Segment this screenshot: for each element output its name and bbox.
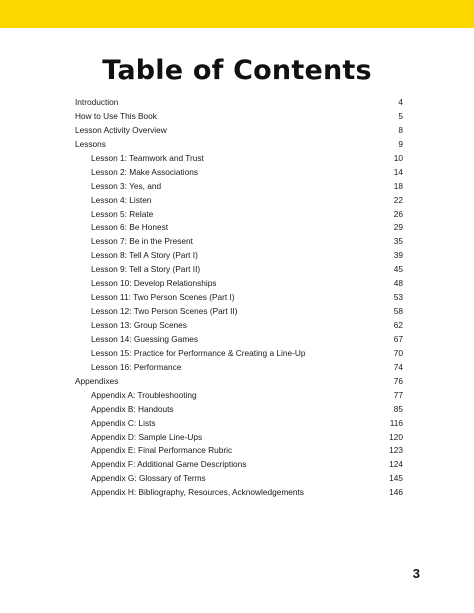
toc-entry-title: Appendix H: Bibliography, Resources, Acknowledgements bbox=[91, 487, 304, 498]
toc-entry-page: 116 bbox=[389, 417, 403, 428]
toc-entry-page: 76 bbox=[393, 375, 403, 386]
toc-entry-title: Appendix B: Handouts bbox=[91, 403, 174, 414]
page-title: Table of Contents bbox=[102, 55, 372, 86]
toc-entry-page: 26 bbox=[393, 208, 403, 219]
toc-entry-page: 35 bbox=[393, 236, 403, 247]
toc-entry-page: 62 bbox=[393, 320, 403, 330]
toc-entry bbox=[75, 389, 403, 403]
toc-entry-title: Lesson 12: Two Person Scenes (Part II) bbox=[91, 306, 238, 317]
toc-entry-title: Lesson 4: Listen bbox=[91, 194, 152, 205]
toc-entry-title: Lesson 7: Be in the Present bbox=[91, 236, 193, 247]
toc-entry-title: Lesson 10: Develop Relationships bbox=[91, 278, 217, 289]
toc-entry-page: 53 bbox=[393, 292, 403, 303]
toc-entry bbox=[75, 96, 403, 110]
toc-entry-title: Lesson 3: Yes, and bbox=[91, 180, 162, 191]
toc-entry bbox=[75, 166, 403, 180]
toc-entry-page: 8 bbox=[398, 124, 403, 135]
toc-entry-page: 74 bbox=[393, 361, 403, 372]
toc-entry-page: 48 bbox=[393, 278, 403, 289]
toc-entry bbox=[75, 347, 403, 361]
toc-entry bbox=[75, 124, 403, 138]
toc-entry bbox=[75, 361, 403, 375]
toc-entry-title: Lesson 11: Two Person Scenes (Part I) bbox=[91, 292, 235, 303]
toc-entry bbox=[75, 249, 403, 263]
toc-entry-title: Appendix D: Sample Line-Ups bbox=[91, 431, 203, 442]
toc-entry bbox=[75, 472, 403, 486]
toc-entry-title: Lesson 9: Tell a Story (Part II) bbox=[91, 264, 201, 275]
toc-entry-page: 29 bbox=[393, 222, 403, 233]
toc-entry-title: Lesson 16: Performance bbox=[91, 361, 182, 372]
toc-entry bbox=[75, 263, 403, 277]
toc-entry-title: Introduction bbox=[75, 97, 119, 107]
toc-entry-title: Lesson 6: Be Honest bbox=[91, 222, 169, 233]
toc-entry bbox=[75, 444, 403, 458]
toc-entry-title: Lesson 13: Group Scenes bbox=[91, 320, 187, 330]
toc-entry bbox=[75, 110, 403, 124]
toc-entry bbox=[75, 305, 403, 319]
toc-entry bbox=[75, 277, 403, 291]
toc-entry-page: 45 bbox=[393, 264, 403, 275]
toc-entry-page: 67 bbox=[393, 333, 403, 344]
toc-entry-title: Appendix A: Troubleshooting bbox=[91, 389, 197, 400]
toc-entry-page: 5 bbox=[398, 110, 403, 121]
toc-entry-page: 123 bbox=[389, 445, 403, 456]
toc-entry-title: Lesson 2: Make Associations bbox=[91, 166, 198, 177]
toc-entry bbox=[75, 458, 403, 472]
toc-entry bbox=[75, 235, 403, 249]
toc-entry-title: Lesson 15: Practice for Performance & Creating a Line-Up bbox=[91, 347, 306, 358]
toc-entry-title: Lesson 5: Relate bbox=[91, 208, 154, 219]
toc-entry-title: Lesson 14: Guessing Games bbox=[91, 333, 198, 344]
top-color-band bbox=[0, 0, 474, 28]
toc-entry-page: 70 bbox=[393, 347, 403, 358]
toc-entry-page: 124 bbox=[389, 459, 403, 470]
toc-entry-page: 85 bbox=[393, 403, 403, 414]
toc-entry-page: 39 bbox=[393, 250, 403, 261]
toc-entry-page: 58 bbox=[393, 306, 403, 317]
toc-entry-page: 9 bbox=[398, 138, 403, 149]
toc-entry bbox=[75, 138, 403, 152]
toc-entry bbox=[75, 291, 403, 305]
toc-entry-page: 77 bbox=[393, 389, 403, 400]
toc-entry-page: 146 bbox=[389, 487, 403, 498]
toc-entry-title: Appendix E: Final Performance Rubric bbox=[91, 445, 233, 456]
toc-entry-page: 145 bbox=[389, 473, 403, 484]
toc-entry bbox=[75, 333, 403, 347]
toc-entry bbox=[75, 180, 403, 194]
toc-entry bbox=[75, 152, 403, 166]
toc-entry bbox=[75, 375, 403, 389]
page-number: 3 bbox=[412, 566, 420, 581]
toc-entry-title: Appendix C: Lists bbox=[91, 417, 156, 428]
toc-entry bbox=[75, 431, 403, 445]
toc-entry-page: 120 bbox=[389, 431, 403, 442]
toc-entry-page: 4 bbox=[398, 97, 403, 107]
toc-entry-title: Appendix G: Glossary of Terms bbox=[91, 473, 206, 484]
toc-entry-page: 14 bbox=[393, 166, 403, 177]
toc-entry bbox=[75, 486, 403, 500]
toc-entry bbox=[75, 403, 403, 417]
toc-entry bbox=[75, 417, 403, 431]
toc-entry-title: How to Use This Book bbox=[75, 110, 157, 121]
toc-entry-page: 18 bbox=[393, 180, 403, 191]
toc-entry bbox=[75, 221, 403, 235]
toc-entry-page: 10 bbox=[393, 152, 403, 163]
toc-entry-title: Appendix F: Additional Game Descriptions bbox=[91, 459, 247, 470]
toc-entry bbox=[75, 208, 403, 222]
toc-entry bbox=[75, 319, 403, 333]
table-of-contents bbox=[75, 96, 403, 500]
toc-entry-title: Lesson Activity Overview bbox=[75, 124, 167, 135]
toc-entry-title: Lesson 8: Tell A Story (Part I) bbox=[91, 250, 198, 261]
toc-entry-title: Lesson 1: Teamwork and Trust bbox=[91, 152, 204, 163]
toc-entry-page: 22 bbox=[393, 194, 403, 205]
toc-entry-title: Lessons bbox=[75, 138, 106, 149]
toc-entry-title: Appendixes bbox=[75, 375, 119, 386]
toc-entry bbox=[75, 194, 403, 208]
